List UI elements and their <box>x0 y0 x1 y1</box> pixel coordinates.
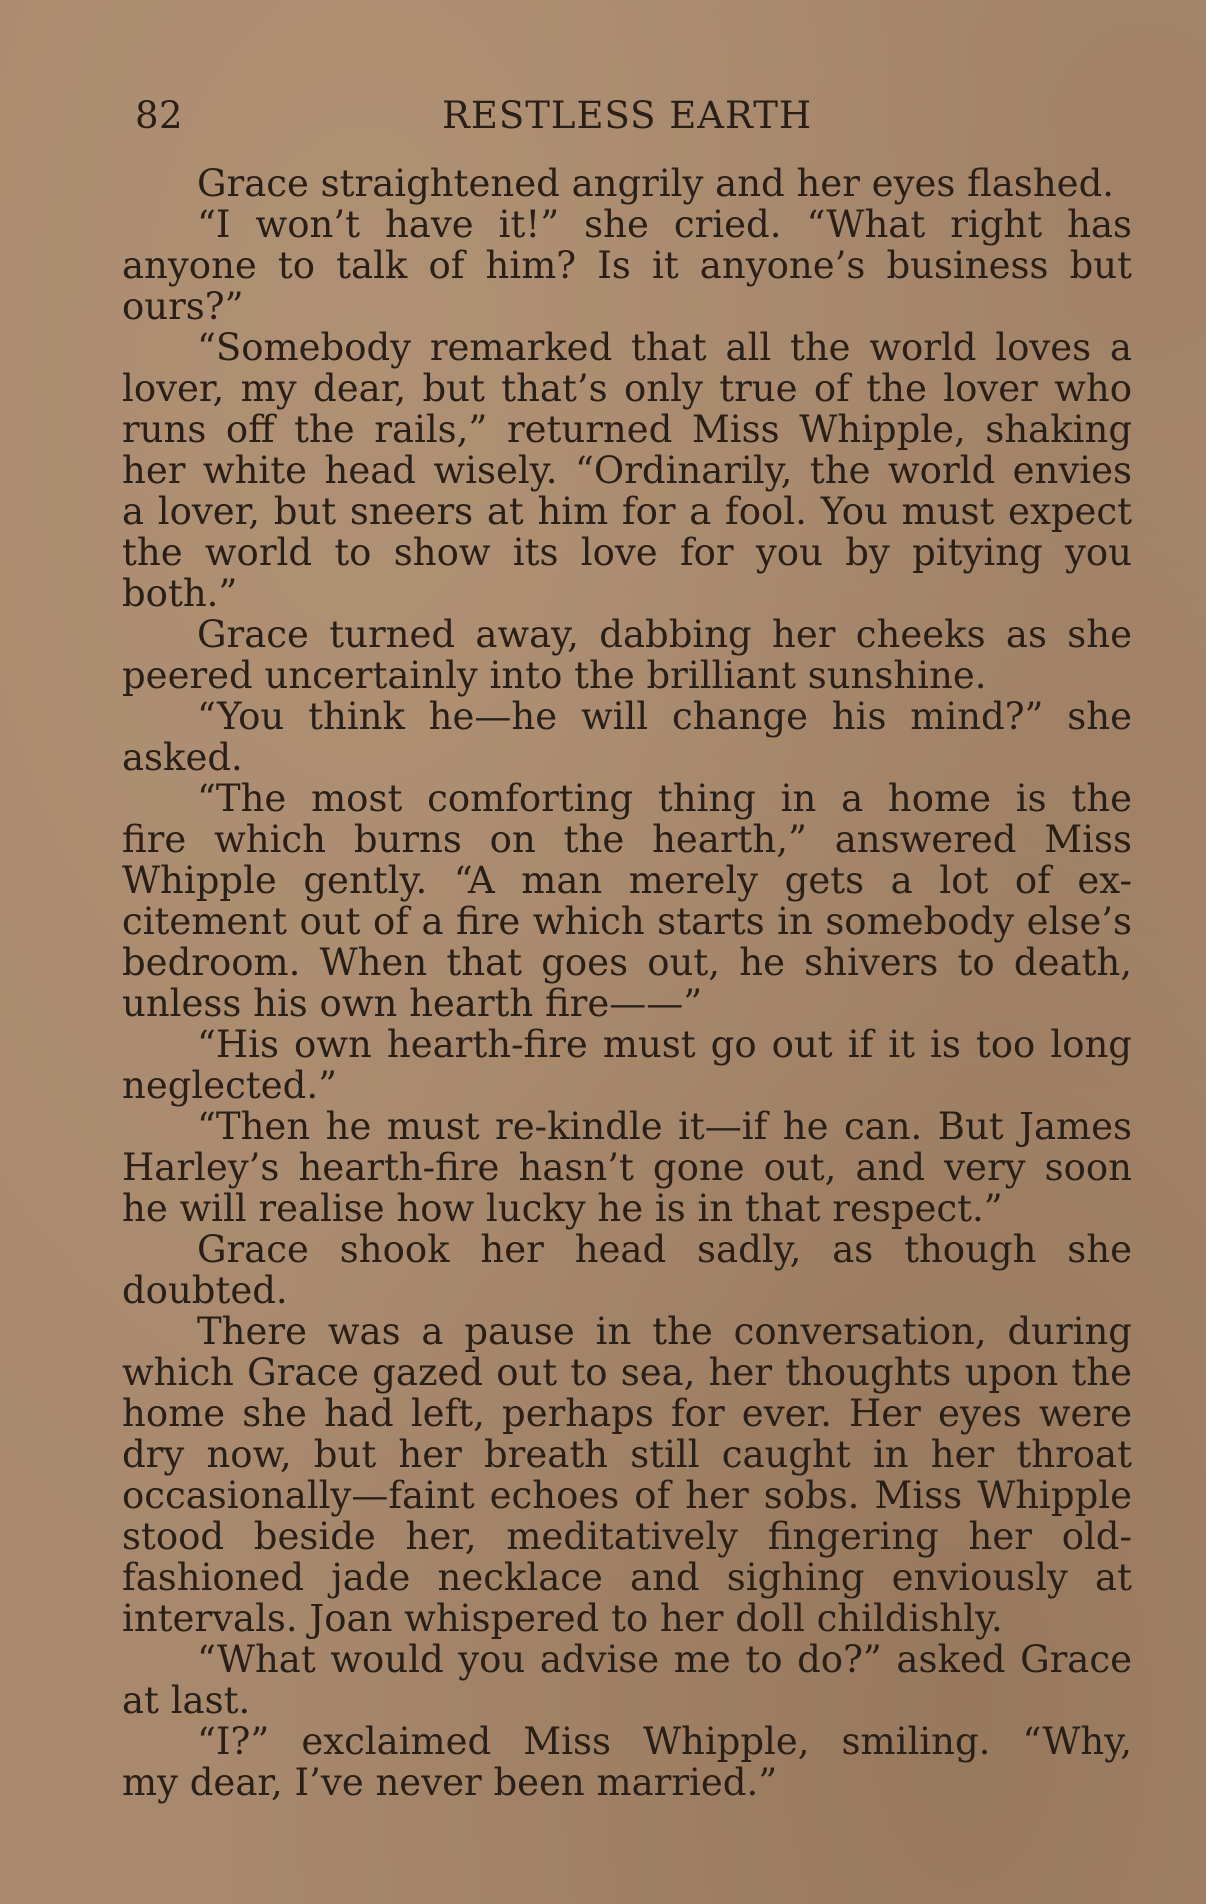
text-line: “I won’t have it!” she cried. “What right has <box>197 203 1132 246</box>
text-line: intervals. Joan whispered to her doll childishly. <box>122 1597 1003 1640</box>
text-line: peered uncertainly into the brilliant sunshine. <box>122 654 987 697</box>
text-line: at last. <box>122 1679 251 1722</box>
text-line: ours?” <box>122 285 244 328</box>
paragraph <box>122 778 1132 1024</box>
paragraph <box>122 1721 1132 1803</box>
text-line: home she had left, perhaps for ever. Her eyes were <box>122 1392 1132 1435</box>
paragraph <box>122 696 1132 778</box>
text-line: “You think he—he will change his mind?” she <box>197 695 1132 738</box>
text-line: bedroom. When that goes out, he shivers to death, <box>122 941 1132 984</box>
paragraph <box>122 327 1132 614</box>
text-line: neglected.” <box>122 1064 337 1107</box>
text-line: my dear, I’ve never been married.” <box>122 1761 778 1804</box>
paragraph <box>122 1229 1132 1311</box>
paragraph <box>122 1024 1132 1106</box>
paragraph <box>122 1106 1132 1229</box>
text-line: Grace straightened angrily and her eyes flashed. <box>197 162 1115 205</box>
text-line: Whipple gently. “A man merely gets a lot of ex- <box>122 859 1132 902</box>
paragraph <box>122 614 1132 696</box>
text-line: the world to show its love for you by pitying you <box>122 531 1132 574</box>
text-line: Grace shook her head sadly, as though she <box>197 1228 1132 1271</box>
text-line: “I?” exclaimed Miss Whipple, smiling. “Why, <box>197 1720 1132 1763</box>
text-line: dry now, but her breath still caught in her throat <box>122 1433 1132 1476</box>
text-line: There was a pause in the conversation, during <box>197 1310 1132 1353</box>
text-line: “What would you advise me to do?” asked Grace <box>197 1638 1132 1681</box>
text-line: unless his own hearth fire——” <box>122 982 703 1025</box>
running-head <box>135 94 1135 144</box>
text-line: fashioned jade necklace and sighing enviously at <box>122 1556 1132 1599</box>
text-line: a lover, but sneers at him for a fool. You must expect <box>122 490 1132 533</box>
text-line: “The most comforting thing in a home is the <box>197 777 1132 820</box>
text-line: which Grace gazed out to sea, her thoughts upon the <box>122 1351 1132 1394</box>
text-line: stood beside her, meditatively fingering her old- <box>122 1515 1132 1558</box>
paragraph <box>122 1639 1132 1721</box>
text-line: “Then he must re-kindle it—if he can. But James <box>197 1105 1132 1148</box>
page-number: 82 <box>135 94 184 137</box>
text-line: “His own hearth-fire must go out if it is too long <box>197 1023 1132 1066</box>
text-line: her white head wisely. “Ordinarily, the world envies <box>122 449 1132 492</box>
text-line: citement out of a fire which starts in somebody else’s <box>122 900 1132 943</box>
text-line: runs off the rails,” returned Miss Whipple, shaking <box>122 408 1132 451</box>
text-line: “Somebody remarked that all the world loves a <box>197 326 1132 369</box>
text-line: Grace turned away, dabbing her cheeks as she <box>197 613 1132 656</box>
body-text <box>122 163 1132 1803</box>
text-line: he will realise how lucky he is in that respect.” <box>122 1187 1003 1230</box>
text-line: fire which burns on the hearth,” answered Miss <box>122 818 1132 861</box>
text-line: asked. <box>122 736 243 779</box>
paragraph <box>122 1311 1132 1639</box>
book-title: RESTLESS EARTH <box>442 94 813 137</box>
text-line: both.” <box>122 572 238 615</box>
text-line: Harley’s hearth-fire hasn’t gone out, and very soon <box>122 1146 1132 1189</box>
text-line: anyone to talk of him? Is it anyone’s business but <box>122 244 1132 287</box>
text-line: lover, my dear, but that’s only true of the lover who <box>122 367 1132 410</box>
paragraph <box>122 204 1132 327</box>
text-line: occasionally—faint echoes of her sobs. Miss Whipple <box>122 1474 1132 1517</box>
text-line: doubted. <box>122 1269 288 1312</box>
paragraph <box>122 163 1132 204</box>
